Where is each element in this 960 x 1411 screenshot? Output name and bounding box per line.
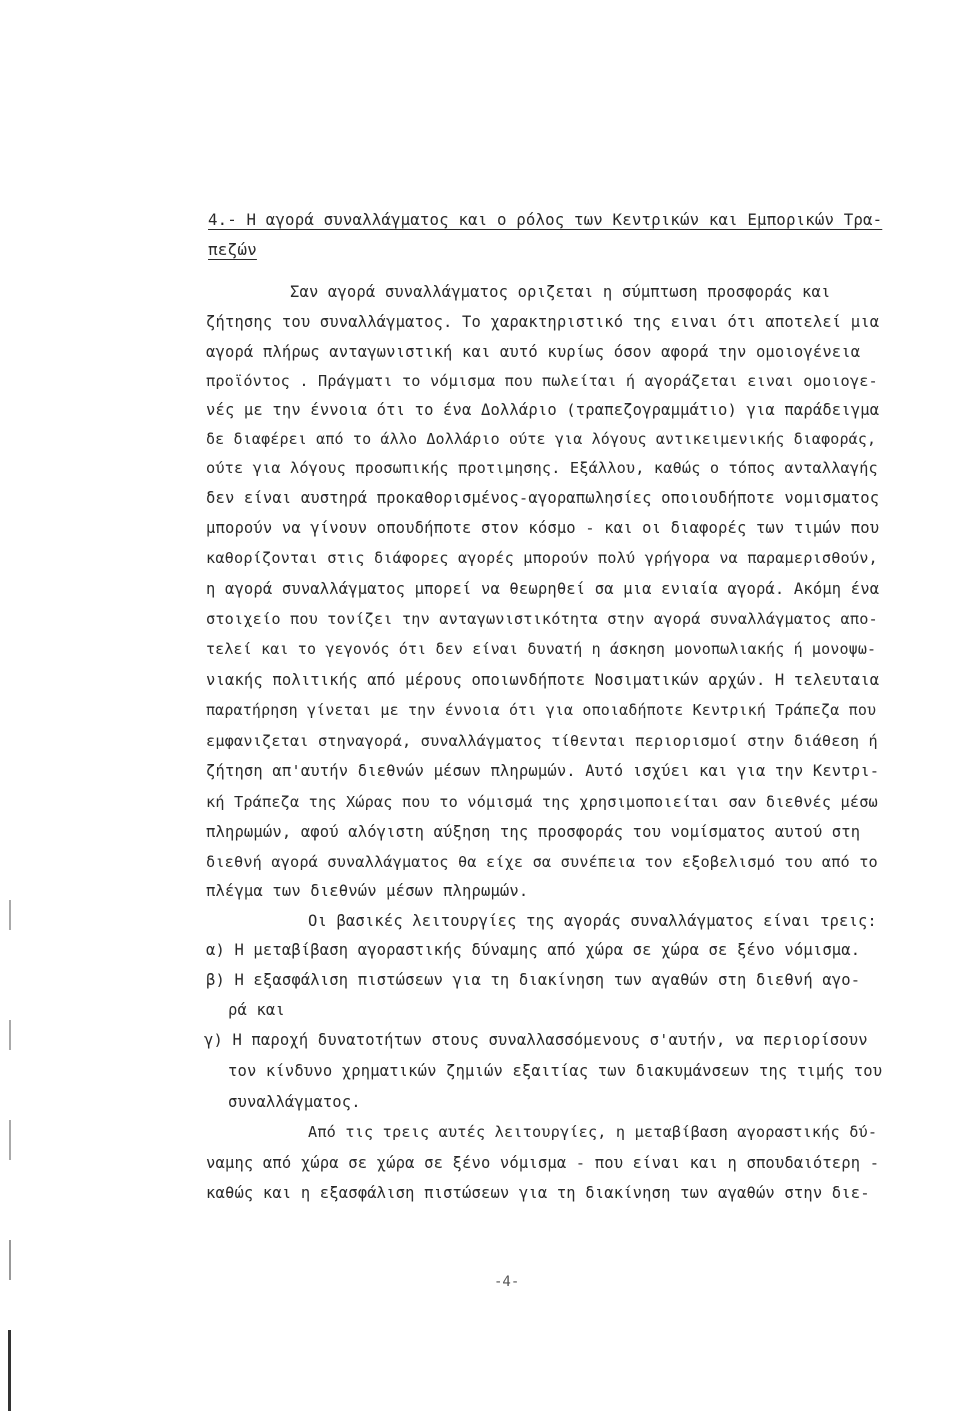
section-heading-line-1: 4.- Η αγορά συναλλάγματος και ο ρόλος των Κεντρικών και Εμπορικών Τρα- (208, 210, 883, 229)
body-line: ναμης από χώρα σε χώρα σε ξένο νόμισμα - που είναι και η σπουδαιότερη - (206, 1154, 880, 1172)
section-heading-line-2: πεζών (208, 240, 257, 259)
body-line: πλέγμα των διεθνών μέσων πληρωμών. (206, 882, 529, 900)
body-line: πληρωμών, αφού αλόγιστη αύξηση της προσφοράς του νομίσματος αυτού στη (206, 823, 861, 841)
scan-edge-mark (9, 1020, 11, 1050)
body-line: κή Τράπεζα της Χώρας που το νόμισμά της χρησιμοποιείται σαν διεθνές μέσω (206, 793, 878, 811)
body-line: η αγορά συναλλάγματος μπορεί να θεωρηθεί σα μια ενιαία αγορά. Ακόμη ένα (206, 580, 880, 598)
body-line: καθώς και η εξασφάλιση πιστώσεων για τη διακίνηση των αγαθών στην διε- (206, 1184, 870, 1202)
scan-edge-mark (9, 900, 11, 930)
body-line: καθορίζονται στις διάφορες αγορές μπορούν πολύ γρήγορα να παραμερισθούν, (206, 549, 878, 567)
scan-edge-mark (9, 1240, 11, 1280)
body-line: Οι βασικές λειτουργίες της αγοράς συναλλάγματος είναι τρεις: (308, 912, 877, 930)
page-number: -4- (494, 1274, 520, 1290)
body-line: αγορά πλήρως ανταγωνιστική και αυτό κυρίως όσον αφορά την ομοιογένεια (206, 343, 861, 361)
list-item-c-continuation: συναλλάγματος. (228, 1093, 361, 1111)
body-line: διεθνή αγορά συναλλάγματος θα είχε σα συνέπεια τον εξοβελισμό του από το (206, 853, 878, 871)
body-line: ζήτηση απ'αυτήν διεθνών μέσων πληρωμών. Αυτό ισχύει και για την Κεντρι- (206, 762, 880, 780)
body-line: δεν είναι αυστηρά προκαθορισμένος-αγοραπωλησίες οποιουδήποτε νομισματος (206, 489, 880, 507)
body-line: δε διαφέρει από το άλλο Δολλάριο ούτε για λόγους αντικειμενικής διαφοράς, (206, 430, 877, 448)
list-item-b: β) Η εξασφάλιση πιστώσεων για τη διακίνηση των αγαθών στη διεθνή αγο- (206, 971, 861, 989)
body-line: Σαν αγορά συναλλάγματος οριζεται η σύμπτωση προσφοράς και (290, 283, 831, 301)
list-item-b-continuation: ρά και (228, 1001, 285, 1019)
body-line: προϊόντος . Πράγματι το νόμισμα που πωλείται ή αγοράζεται ειναι ομοιογε- (206, 372, 878, 390)
list-item-c-continuation: τον κίνδυνο χρηματικών ζημιών εξαιτίας των διακυμάνσεων της τιμής του (228, 1062, 883, 1080)
body-line: ζήτησης του συναλλάγματος. Το χαρακτηριστικό της ειναι ότι αποτελεί μια (206, 313, 880, 331)
body-line: τελεί και το γεγονός ότι δεν είναι δυνατή η άσκηση μονοπωλιακής ή μονοψω- (206, 640, 877, 658)
body-line: νές με την έννοια ότι το ένα Δολλάριο (τραπεζογραμμάτιο) για παράδειγμα (206, 401, 880, 419)
body-line: νιακής πολιτικής από μέρους οποιωνδήποτε Νοσιματικών αρχών. Η τελευταια (206, 671, 880, 689)
body-line: εμφανιζεται στηναγορά, συναλλάγματος τίθενται περιορισμοί στην διάθεση ή (206, 732, 878, 750)
body-line: μπορούν να γίνουν οπουδήποτε στον κόσμο - και οι διαφορές των τιμών που (206, 519, 880, 537)
scan-edge-mark (8, 1330, 11, 1411)
list-item-a: α) Η μεταβίβαση αγοραστικής δύναμης από χώρα σε χώρα σε ξένο νόμισμα. (206, 941, 861, 959)
body-line: Από τις τρεις αυτές λειτουργίες, η μεταβίβαση αγοραστικής δύ- (308, 1123, 878, 1141)
list-item-c: γ) Η παροχή δυνατοτήτων στους συναλλασσόμενους σ'αυτήν, να περιορίσουν (204, 1031, 868, 1049)
body-line: παρατήρηση γίνεται με την έννοια ότι για οποιαδήποτε Κεντρική Τράπεζα που (206, 701, 877, 719)
body-line: στοιχείο που τονίζει την ανταγωνιστικότητα στην αγορά συναλλάγματος απο- (206, 610, 878, 628)
scan-edge-mark (9, 1120, 11, 1160)
body-line: ούτε για λόγους προσωπικής προτιμησης. Εξάλλου, καθώς ο τόπος ανταλλαγής (206, 459, 878, 477)
